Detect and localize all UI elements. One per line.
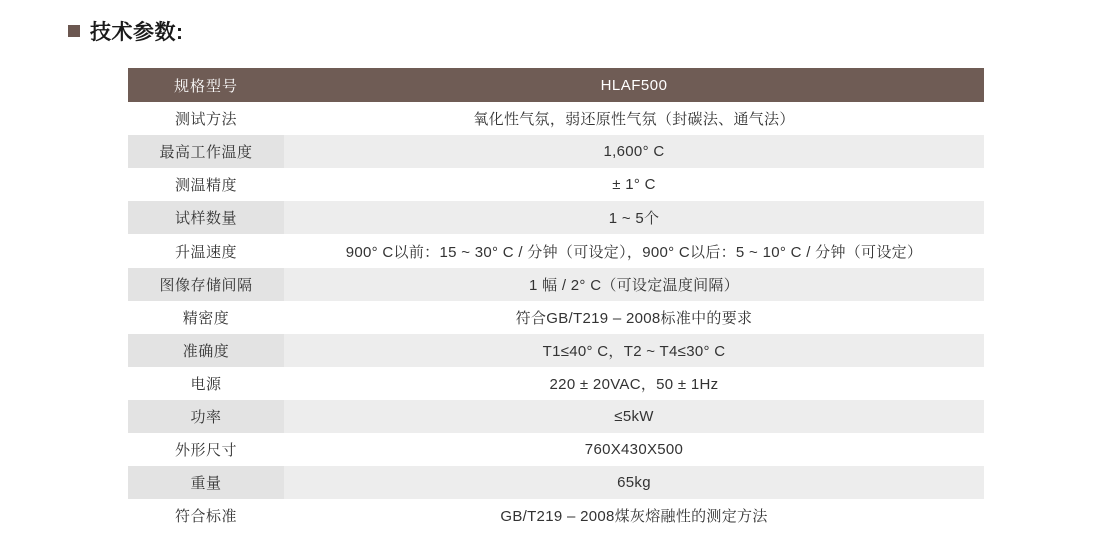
- row-value: T1≤40° C，T2 ~ T4≤30° C: [284, 334, 984, 367]
- row-label: 试样数量: [128, 201, 284, 234]
- row-value: 符合GB/T219 – 2008标准中的要求: [284, 301, 984, 334]
- row-label: 重量: [128, 466, 284, 499]
- row-value: 220 ± 20VAC，50 ± 1Hz: [284, 367, 984, 400]
- row-value: GB/T219 – 2008煤灰熔融性的测定方法: [284, 499, 984, 532]
- row-value: 1 ~ 5个: [284, 201, 984, 234]
- row-label: 电源: [128, 367, 284, 400]
- row-label: 升温速度: [128, 234, 284, 268]
- section-heading: [68, 16, 184, 46]
- row-value: ± 1° C: [284, 168, 984, 201]
- table-row: [128, 433, 984, 466]
- table-header-value: HLAF500: [284, 68, 984, 102]
- table-row: [128, 268, 984, 301]
- row-value: 1 幅 / 2° C（可设定温度间隔）: [284, 268, 984, 301]
- row-label: 测试方法: [128, 102, 284, 135]
- table-row: [128, 499, 984, 532]
- table-row: [128, 301, 984, 334]
- table-row: [128, 201, 984, 234]
- row-label: 外形尺寸: [128, 433, 284, 466]
- row-value: 氧化性气氛，弱还原性气氛（封碳法、通气法）: [284, 102, 984, 135]
- row-label: 最高工作温度: [128, 135, 284, 168]
- table-row: [128, 102, 984, 135]
- table-row: [128, 367, 984, 400]
- table-header-label: 规格型号: [128, 68, 284, 102]
- row-label: 测温精度: [128, 168, 284, 201]
- section-heading-label: 技术参数:: [90, 21, 184, 44]
- table-row: [128, 400, 984, 433]
- row-value: 760X430X500: [284, 433, 984, 466]
- table-row: [128, 334, 984, 367]
- bullet-icon: [68, 25, 80, 37]
- row-value: ≤5kW: [284, 400, 984, 433]
- row-label: 图像存储间隔: [128, 268, 284, 301]
- table-row: [128, 168, 984, 201]
- table-header-row: [128, 68, 984, 102]
- row-label: 精密度: [128, 301, 284, 334]
- row-value: 65kg: [284, 466, 984, 499]
- row-label: 准确度: [128, 334, 284, 367]
- row-label: 符合标准: [128, 499, 284, 532]
- table-body: [128, 68, 984, 532]
- table-row: [128, 135, 984, 168]
- row-value: 1,600° C: [284, 135, 984, 168]
- row-value: 900° C以前：15 ~ 30° C / 分钟（可设定），900° C以后：5 ~ 10° C / 分钟（可设定）: [284, 234, 984, 268]
- table-row: [128, 234, 984, 268]
- technical-parameters-table: [128, 68, 984, 532]
- row-label: 功率: [128, 400, 284, 433]
- table-row: [128, 466, 984, 499]
